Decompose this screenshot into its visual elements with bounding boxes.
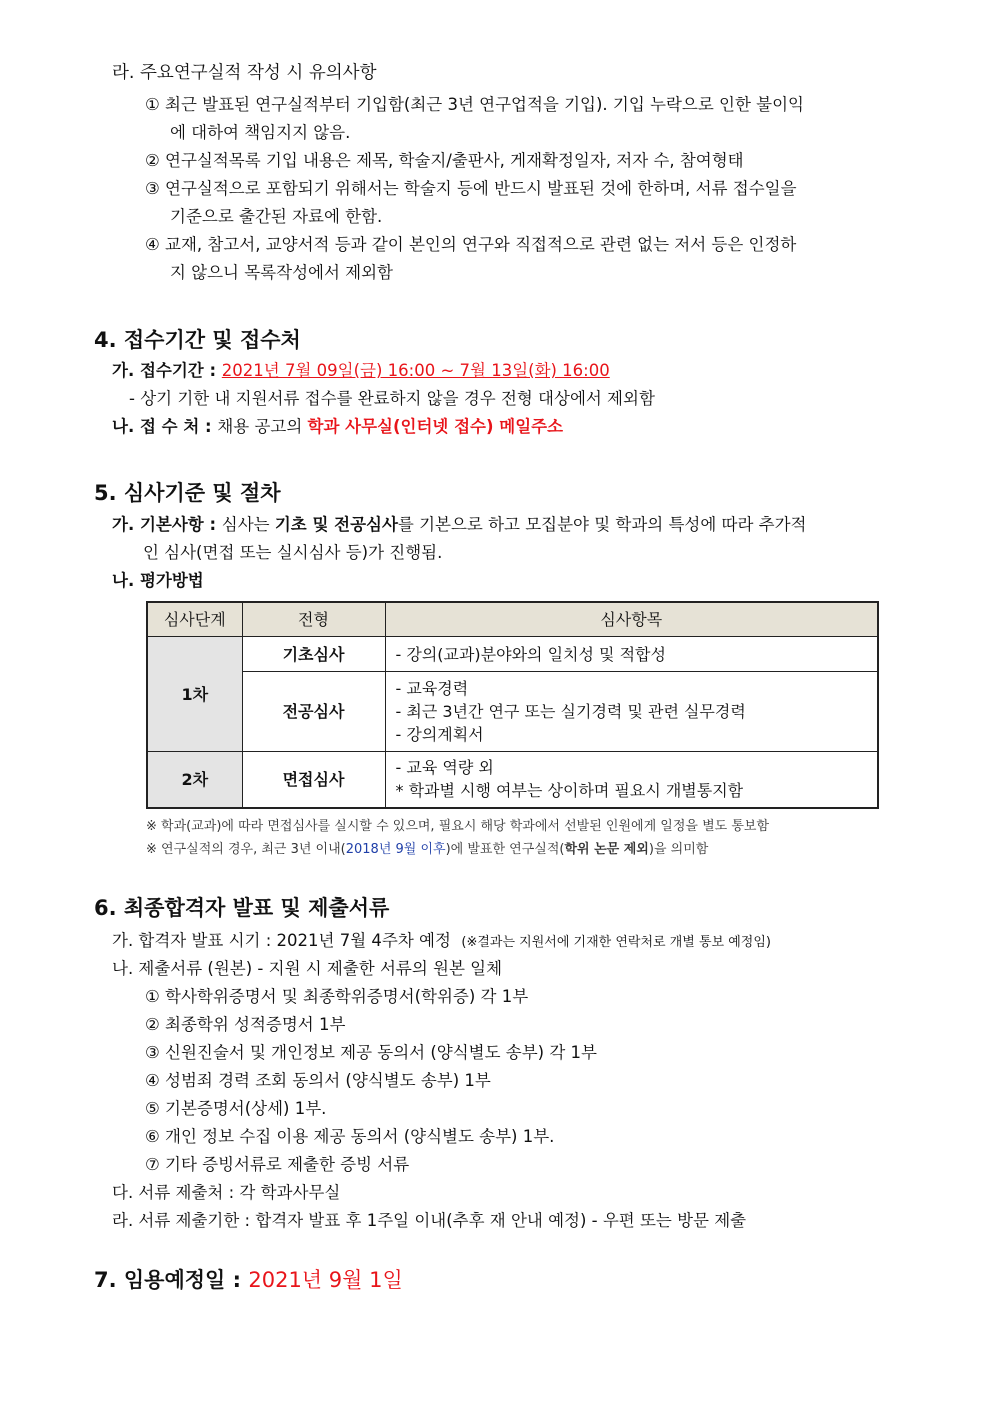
- item-line: - 교육 역량 외: [395, 758, 494, 778]
- table-row: [147, 672, 878, 752]
- table-note-2: [146, 838, 708, 862]
- place-value: 학과 사무실(인터넷 접수) 메일주소: [307, 417, 564, 436]
- list-item-continued: 에 대하여 책임지지 않음.: [170, 123, 351, 142]
- note-text: )에 발표한 연구실적(: [445, 842, 565, 857]
- appointment-date: 2021년 9월 1일: [248, 1268, 403, 1292]
- list-item: ① 학사학위증명서 및 최종학위증명서(학위증) 각 1부: [145, 987, 529, 1006]
- list-item: ⑦ 기타 증빙서류로 제출한 증빙 서류: [145, 1155, 410, 1174]
- note-text: )을 의미함: [648, 842, 709, 857]
- table-row: [147, 752, 878, 808]
- evaluation-table: [146, 601, 879, 809]
- items-interview: [385, 752, 878, 808]
- stage-1: 1차: [147, 637, 242, 752]
- section-6-heading: 6. 최종합격자 발표 및 제출서류: [94, 896, 390, 920]
- item-line: - 교육경력: [395, 679, 469, 698]
- basic-text-1: 심사는: [221, 515, 275, 534]
- announce-text: 가. 합격자 발표 시기 : 2021년 7월 4주차 예정: [112, 931, 451, 950]
- period-note: - 상기 기한 내 지원서류 접수를 완료하지 않을 경우 전형 대상에서 제외함: [129, 389, 655, 408]
- list-item: ② 연구실적목록 기입 내용은 제목, 학술지/출판사, 게재확정일자, 저자 수, 참여형태: [145, 151, 744, 170]
- basic-bold: 기초 및 전공심사: [274, 515, 398, 534]
- item-line: - 최근 3년간 연구 또는 실기경력 및 관련 실무경력: [395, 702, 746, 721]
- list-item-text: ① 최근 발표된 연구실적부터 기입함(최근 3년 연구업적을 기입). 기입 누락으로 인한 불이익: [145, 95, 804, 114]
- header-stage: 심사단계: [147, 602, 242, 637]
- section-7-heading: 7. 임용예정일 :: [94, 1268, 249, 1292]
- note-blue-text: 2018년 9월 이후: [345, 842, 446, 857]
- list-item: ⑤ 기본증명서(상세) 1부.: [145, 1099, 327, 1118]
- basic-label: 가. 기본사항 :: [112, 515, 222, 534]
- period-label: 가. 접수기간 :: [112, 361, 222, 380]
- type-major: 전공심사: [242, 672, 385, 752]
- header-type: 전형: [242, 602, 385, 637]
- table-row: [147, 637, 878, 672]
- period-row: [112, 359, 610, 383]
- list-item: [145, 93, 896, 117]
- header-items: 심사항목: [385, 602, 878, 637]
- basic-text-2: 를 기본으로 하고 모집분야 및 학과의 특성에 따라 추가적: [397, 515, 807, 534]
- table-header-row: [147, 602, 878, 637]
- item-line: - 강의(교과)분야와의 일치성 및 적합성: [395, 644, 666, 664]
- stage-2: 2차: [147, 752, 242, 808]
- list-item: ④ 성범죄 경력 조회 동의서 (양식별도 송부) 1부: [145, 1071, 491, 1090]
- place-text: 채용 공고의: [217, 417, 308, 436]
- announce-note: (※결과는 지원서에 기재한 연락처로 개별 통보 예정임): [461, 935, 771, 950]
- section-ra-title: 라. 주요연구실적 작성 시 유의사항: [112, 63, 377, 83]
- place-row: [112, 415, 563, 439]
- note-text: ※ 연구실적의 경우, 최근 3년 이내(: [146, 842, 346, 857]
- documents-label: 나. 제출서류 (원본) - 지원 시 제출한 서류의 원본 일체: [112, 959, 503, 978]
- announce-row: [112, 929, 771, 955]
- list-item: ③ 신원진술서 및 개인정보 제공 동의서 (양식별도 송부) 각 1부: [145, 1043, 597, 1062]
- items-major: [385, 672, 878, 752]
- type-interview: 면접심사: [242, 752, 385, 808]
- items-basic: [385, 637, 878, 672]
- item-line: - 강의계획서: [395, 725, 484, 744]
- list-item-continued: 기준으로 출간된 자료에 한함.: [170, 207, 383, 226]
- section-7-row: [94, 1265, 403, 1295]
- period-value: 2021년 7월 09일(금) 16:00 ~ 7월 13일(화) 16:00: [221, 361, 610, 380]
- basic-row: [112, 513, 806, 537]
- place-label: 나. 접 수 처 :: [112, 417, 218, 436]
- list-item: ③ 연구실적으로 포함되기 위해서는 학술지 등에 반드시 발표된 것에 한하며, 서류 접수일을: [145, 179, 797, 198]
- note-bold-text: 학위 논문 제외: [564, 842, 649, 857]
- list-item-continued: 지 않으니 목록작성에서 제외함: [170, 263, 393, 282]
- type-basic: 기초심사: [242, 637, 385, 672]
- list-item: ④ 교재, 참고서, 교양서적 등과 같이 본인의 연구와 직접적으로 관련 없는 저서 등은 인정하: [145, 235, 797, 254]
- section-5-heading: 5. 심사기준 및 절차: [94, 481, 281, 505]
- list-item: ⑥ 개인 정보 수집 이용 제공 동의서 (양식별도 송부) 1부.: [145, 1127, 555, 1146]
- basic-line-2: 인 심사(면접 또는 실시심사 등)가 진행됨.: [143, 543, 443, 562]
- submit-place: 다. 서류 제출처 : 각 학과사무실: [112, 1183, 341, 1202]
- item-line: * 학과별 시행 여부는 상이하며 필요시 개별통지함: [395, 781, 744, 801]
- table-note-1: ※ 학과(교과)에 따라 면접심사를 실시할 수 있으며, 필요시 해당 학과에서 선발된 인원에게 일정을 별도 통보함: [146, 819, 770, 834]
- submit-deadline: 라. 서류 제출기한 : 합격자 발표 후 1주일 이내(추후 재 안내 예정) - 우편 또는 방문 제출: [112, 1211, 747, 1230]
- list-item: ② 최종학위 성적증명서 1부: [145, 1015, 346, 1034]
- section-4-heading: 4. 접수기간 및 접수처: [94, 328, 301, 352]
- method-label: 나. 평가방법: [112, 571, 204, 590]
